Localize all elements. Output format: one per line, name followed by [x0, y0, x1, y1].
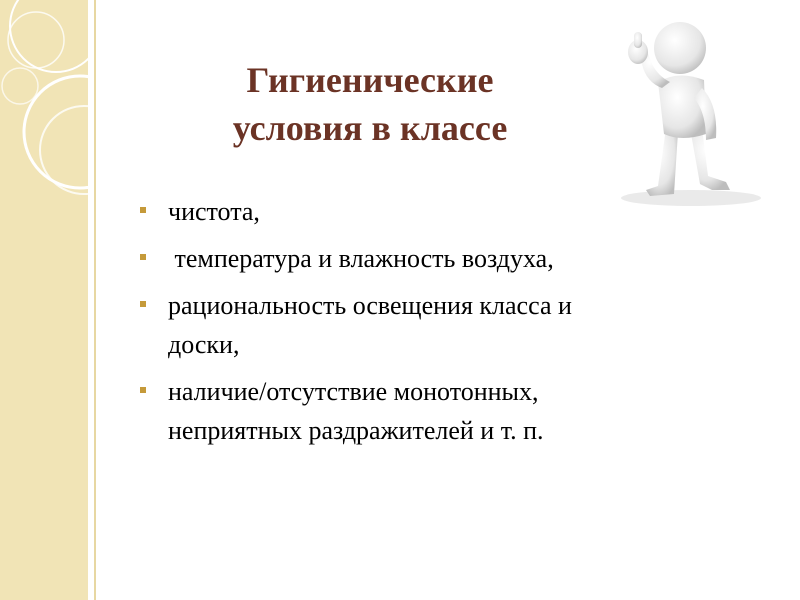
decorative-circles-icon	[0, 0, 88, 600]
title-line-2: условия в классе	[232, 108, 508, 148]
bullet-list	[140, 192, 760, 458]
bullet-item	[140, 286, 760, 364]
bullet-text-line-2: доски,	[168, 330, 240, 359]
bullet-item	[140, 192, 760, 231]
bullet-marker-icon	[140, 387, 146, 393]
title-line-1: Гигиенические	[246, 60, 494, 100]
slide-title	[190, 56, 550, 152]
side-divider	[94, 0, 96, 600]
bullet-text: температура и влажность воздуха,	[168, 244, 554, 273]
bullet-item	[140, 372, 760, 450]
bullet-text-line-1: наличие/отсутствие монотонных,	[168, 377, 539, 406]
bullet-text-line-2: неприятных раздражителей и т. п.	[168, 416, 544, 445]
bullet-text-line-1: рациональность освещения класса и	[168, 291, 572, 320]
bullet-marker-icon	[140, 207, 146, 213]
bullet-text: чистота,	[168, 197, 260, 226]
decorative-side-panel	[0, 0, 88, 600]
bullet-marker-icon	[140, 301, 146, 307]
bullet-item	[140, 239, 760, 278]
bullet-marker-icon	[140, 254, 146, 260]
thumbs-up-person-icon	[566, 8, 796, 208]
